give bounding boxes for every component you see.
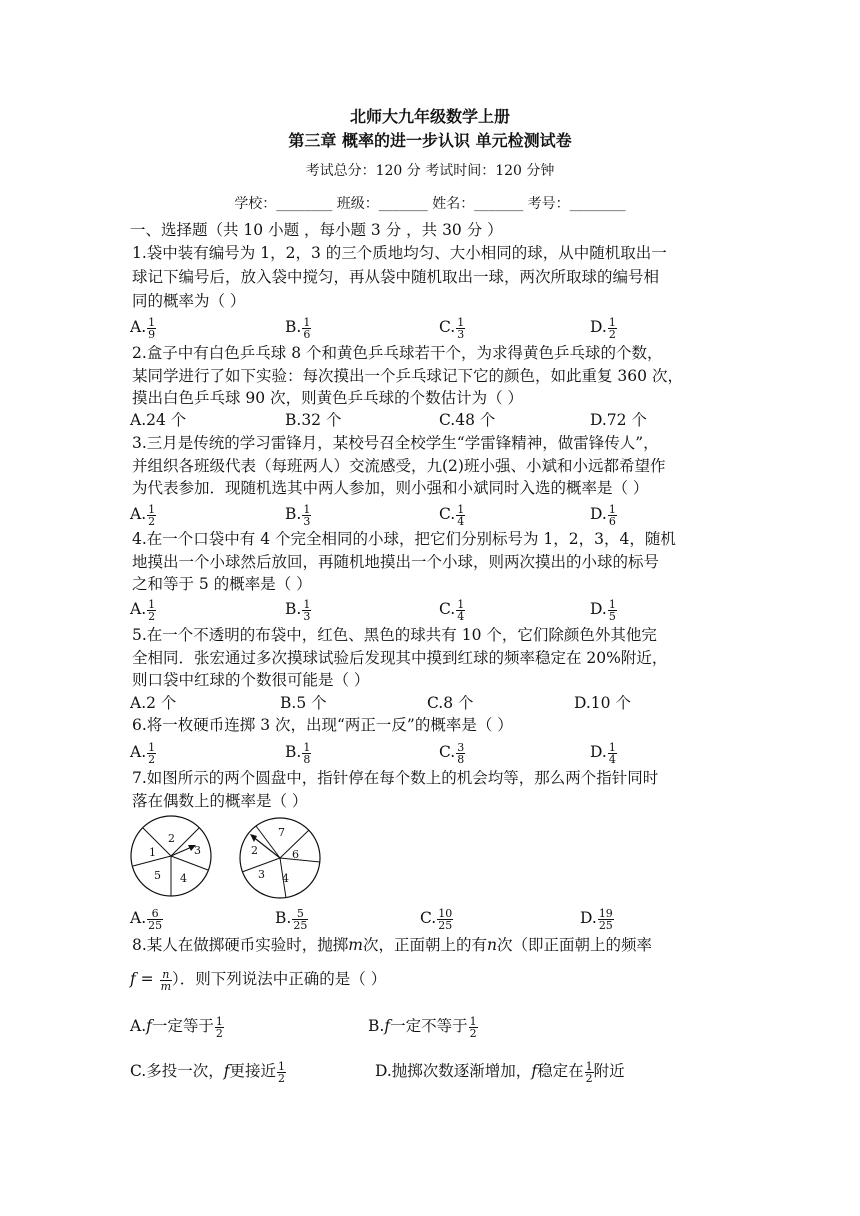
q1-line3: 同的概率为（ ）: [132, 292, 246, 310]
q6-option-d: D. $\frac{1}{4}$: [590, 740, 616, 766]
q2-option-d: D.72 个: [590, 411, 647, 429]
q3-option-d: D. $\frac{1}{6}$: [590, 502, 616, 528]
q1-option-b: B. $\frac{1}{6}$: [285, 315, 311, 341]
q4-option-a: A. $\frac{1}{2}$: [130, 597, 156, 623]
disk1-number: 2: [168, 832, 175, 845]
disk2-number: 4: [282, 872, 289, 885]
q3-line1: 3.三月是传统的学习雷锋月，某校号召全校学生“学雷锋精神，做雷锋传人”，: [132, 434, 659, 452]
disk2-number: 6: [292, 848, 299, 861]
q6-option-a: A. $\frac{1}{2}$: [130, 740, 156, 766]
q2-line2: 某同学进行了如下实验：每次摸出一个乒乓球记下它的颜色，如此重复 360 次，: [132, 367, 683, 385]
q8-line1: 8.某人在做掷硬币实验时，抛掷m次，正面朝上的有n次（即正面朝上的频率: [132, 936, 653, 954]
q5-option-a: A.2 个: [130, 694, 177, 712]
spinner-disk-2: [240, 818, 320, 898]
spinner-disks-figure: [126, 812, 356, 902]
q5-option-c: C.8 个: [427, 694, 474, 712]
student-info: 学校：________ 班级：_______ 姓名：_______ 考号：________: [234, 196, 626, 212]
q8-option-c: C.多投一次，f更接近 $\frac{1}{2}$: [130, 1059, 286, 1085]
q5-line3: 则口袋中红球的个数很可能是（ ）: [132, 671, 370, 689]
q1-line2: 球记下编号后，放入袋中搅匀，再从袋中随机取出一球，两次所取球的编号相: [132, 268, 660, 286]
q1-option-a: A. $\frac{1}{9}$: [130, 315, 156, 341]
spinner-disk-1: [131, 816, 211, 896]
disk2-number: 3: [258, 868, 265, 881]
q8-line2: f = $\frac{n}{m}$ ）．则下列说法中正确的是（ ）: [130, 967, 387, 993]
disk1-number: 4: [180, 872, 187, 885]
disk2-number: 7: [278, 826, 285, 839]
q3-line2: 并组织各班级代表（每班两人）交流感受，九(2)班小强、小斌和小远都希望作: [132, 457, 666, 475]
q4-line2: 地摸出一个小球然后放回，再随机地摸出一个小球，则两次摸出的小球的标号: [132, 553, 660, 571]
q2-option-b: B.32 个: [285, 411, 342, 429]
q1-option-d: D. $\frac{1}{2}$: [590, 315, 616, 341]
q4-line3: 之和等于 5 的概率是（ ）: [132, 575, 312, 593]
q7-option-c: C. $\frac{10}{25}$: [420, 906, 453, 932]
q7-line1: 7.如图所示的两个圆盘中，指针停在每个数上的机会均等，那么两个指针同时: [132, 769, 659, 787]
q6-line1: 6.将一枚硬币连掷 3 次，出现“两正一反”的概率是（ ）: [132, 716, 513, 734]
q4-option-c: C. $\frac{1}{4}$: [439, 597, 465, 623]
q1-option-c: C. $\frac{1}{3}$: [439, 315, 465, 341]
disk1-number: 5: [154, 869, 161, 882]
q2-option-a: A.24 个: [130, 411, 187, 429]
q3-option-b: B. $\frac{1}{3}$: [285, 502, 311, 528]
exam-info: 考试总分：120 分 考试时间：120 分钟: [305, 163, 555, 179]
exam-title: 北师大九年级数学上册: [349, 107, 510, 126]
exam-subtitle: 第三章 概率的进一步认识 单元检测试卷: [288, 131, 572, 150]
q3-option-a: A. $\frac{1}{2}$: [130, 502, 156, 528]
q1-line1: 1.袋中装有编号为 1，2，3 的三个质地均匀、大小相同的球，从中随机取出一: [132, 244, 667, 262]
q4-line1: 4.在一个口袋中有 4 个完全相同的小球，把它们分别标号为 1，2，3，4，随机: [132, 530, 676, 548]
q5-option-d: D.10 个: [574, 694, 631, 712]
q7-line2: 落在偶数上的概率是（ ）: [132, 792, 308, 810]
q5-option-b: B.5 个: [280, 694, 327, 712]
q6-option-c: C. $\frac{3}{8}$: [439, 740, 465, 766]
q7-option-d: D. $\frac{19}{25}$: [580, 906, 613, 932]
q5-line2: 全相同．张宏通过多次摸球试验后发现其中摸到红球的频率稳定在 20%附近，: [132, 649, 668, 667]
q2-line1: 2.盒子中有白色乒乓球 8 个和黄色乒乓球若干个，为求得黄色乒乓球的个数，: [132, 344, 663, 362]
q3-option-c: C. $\frac{1}{4}$: [439, 502, 465, 528]
q3-line3: 为代表参加．现随机选其中两人参加，则小强和小斌同时入选的概率是（ ）: [132, 479, 649, 497]
q8-option-b: B.f一定不等于 $\frac{1}{2}$: [368, 1014, 477, 1040]
section-heading: 一、选择题（共 10 小题 ，每小题 3 分 ，共 30 分 ）: [130, 221, 503, 239]
disk1-number: 1: [149, 846, 156, 859]
q4-option-d: D. $\frac{1}{5}$: [590, 597, 616, 623]
q7-option-b: B. $\frac{5}{25}$: [275, 906, 308, 932]
q2-option-c: C.48 个: [439, 411, 496, 429]
q5-line1: 5.在一个不透明的布袋中，红色、黑色的球共有 10 个，它们除颜色外其他完: [132, 626, 657, 644]
q8-option-d: D.抛掷次数逐渐增加，f稳定在 $\frac{1}{2}$ 附近: [375, 1059, 625, 1085]
q7-option-a: A. $\frac{6}{25}$: [130, 906, 163, 932]
q8-option-a: A.f一定等于 $\frac{1}{2}$: [130, 1014, 223, 1040]
q4-option-b: B. $\frac{1}{3}$: [285, 597, 311, 623]
q6-option-b: B. $\frac{1}{8}$: [285, 740, 311, 766]
disk2-number: 2: [251, 844, 258, 857]
q2-line3: 摸出白色乒乓球 90 次，则黄色乒乓球的个数估计为（ ）: [132, 389, 524, 407]
disk1-number: 3: [194, 844, 201, 857]
